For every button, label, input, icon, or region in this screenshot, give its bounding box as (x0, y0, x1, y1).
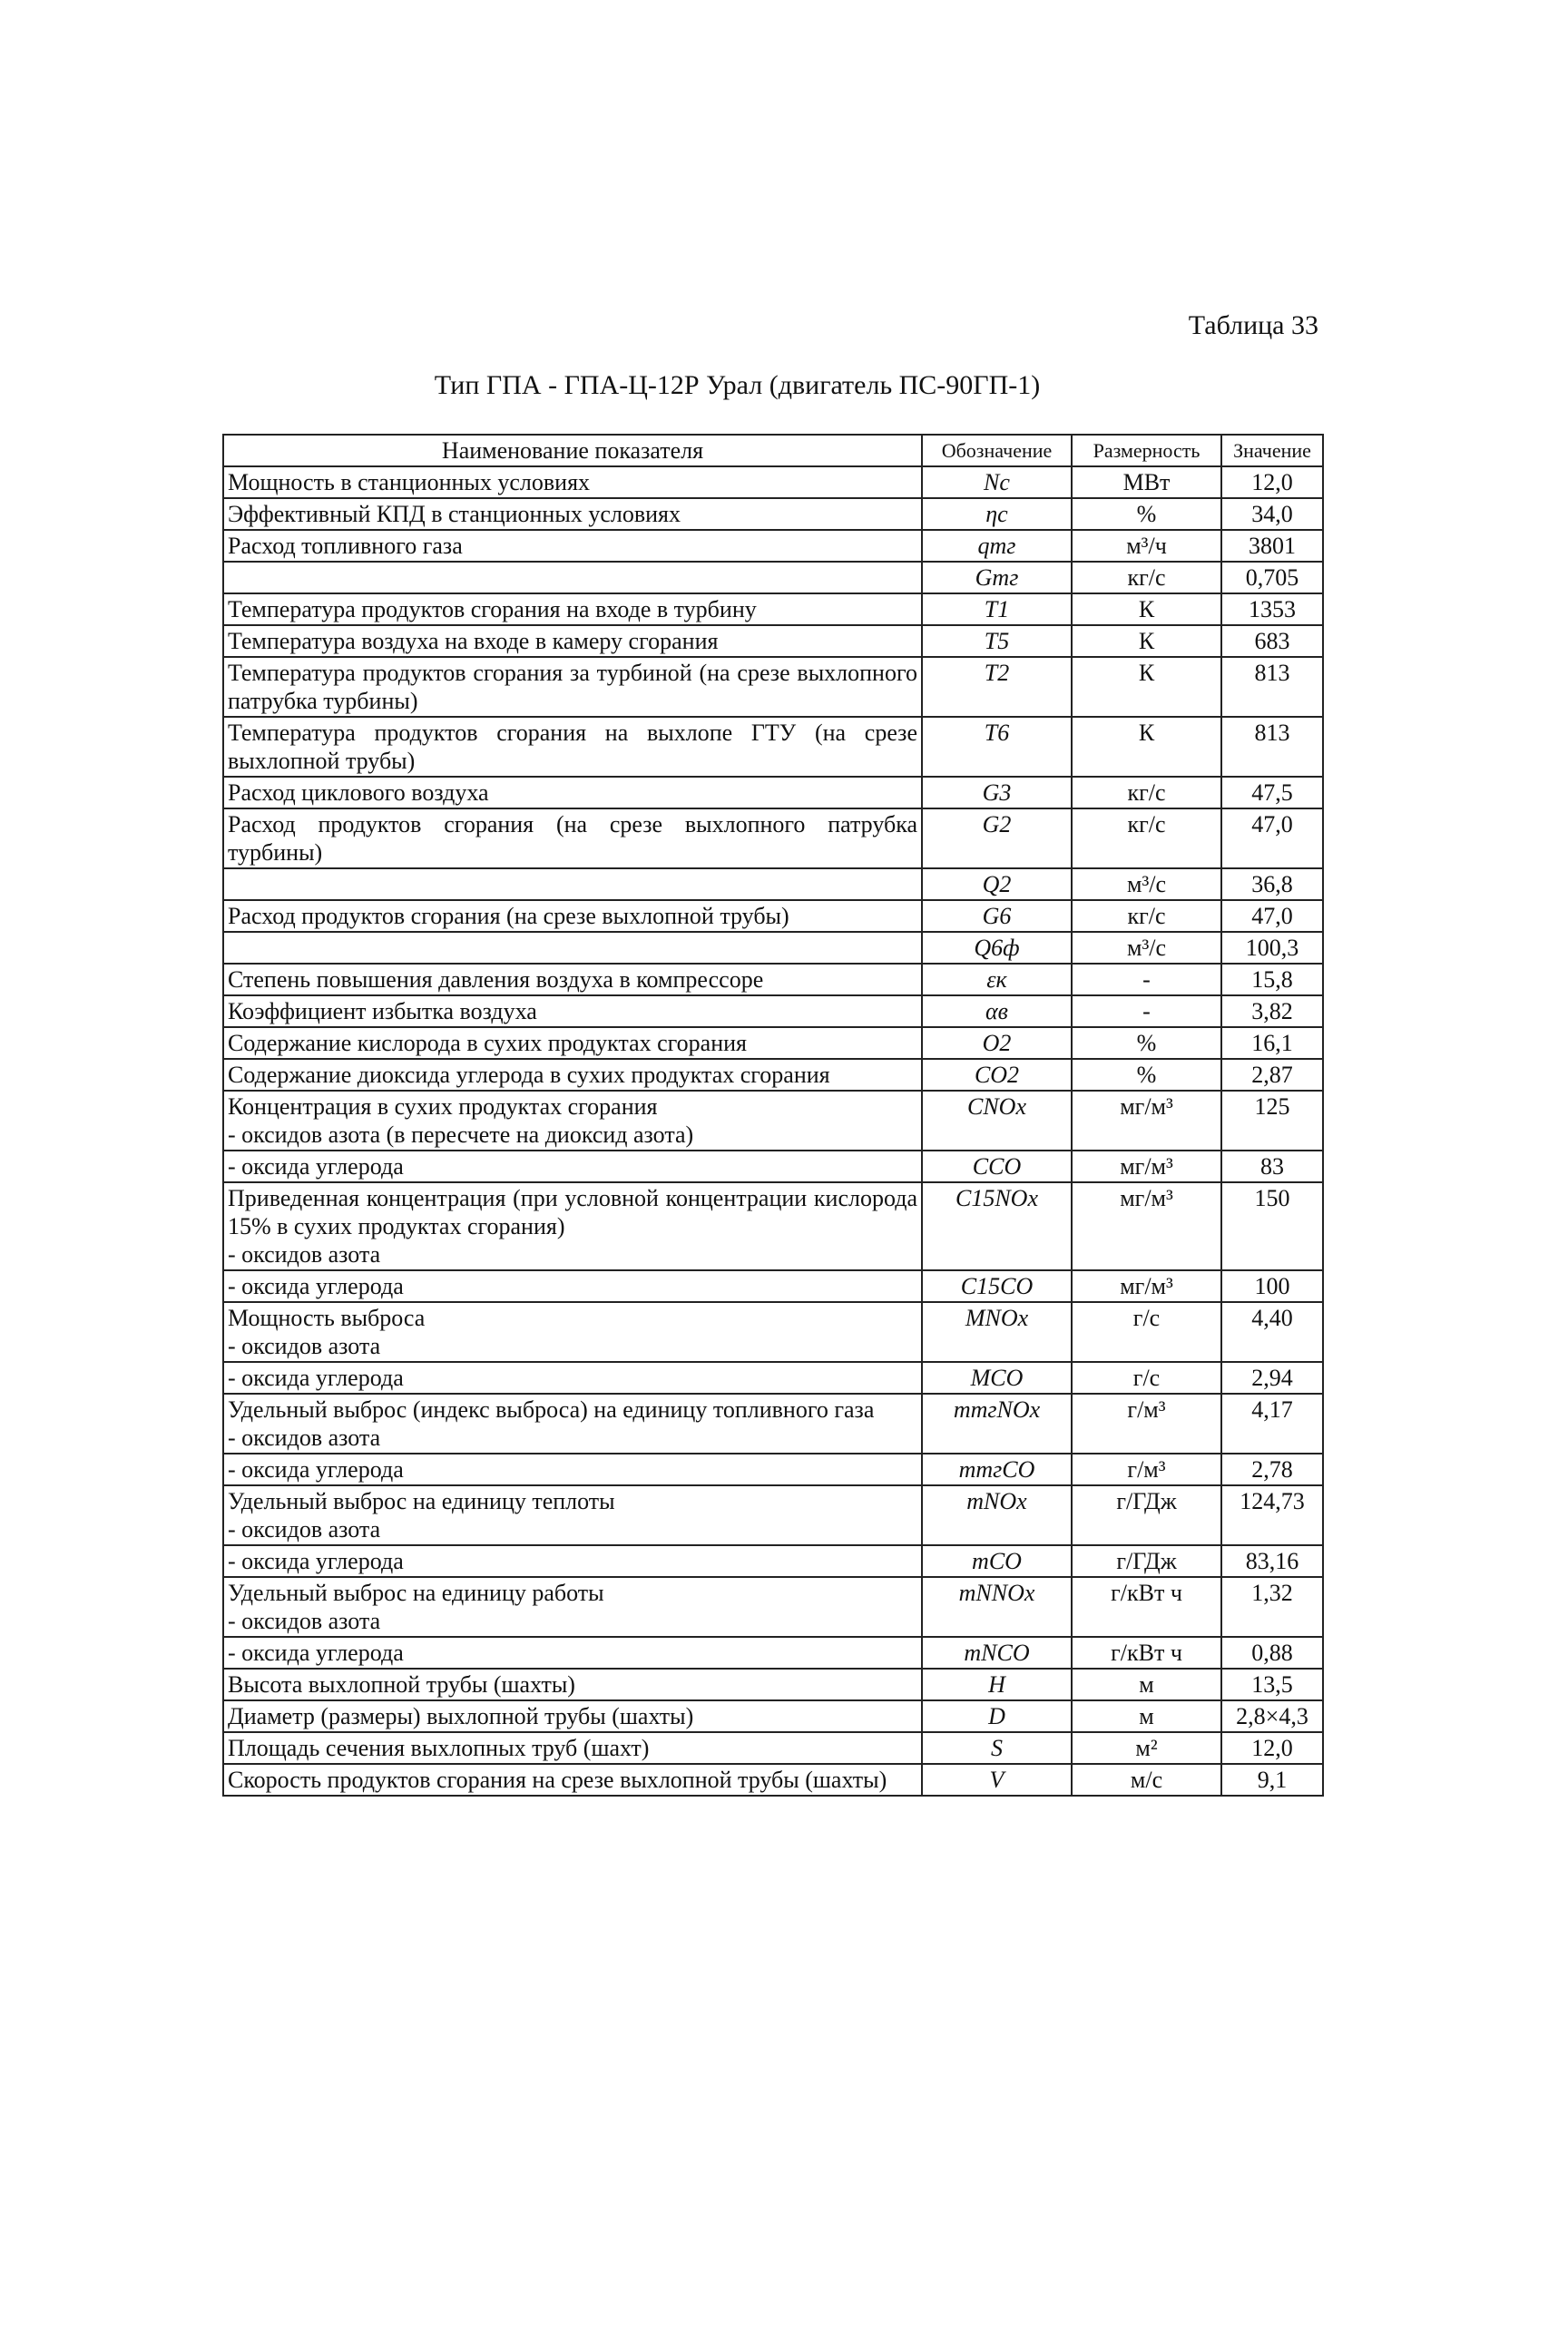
row-name: - оксида углерода (223, 1362, 922, 1394)
row-name: Расход топливного газа (223, 530, 922, 562)
row-symbol: T2 (922, 657, 1072, 717)
row-symbol: Gтг (922, 562, 1072, 593)
row-name-line: - оксидов азота (228, 1425, 381, 1451)
row-name (223, 932, 922, 964)
row-value: 125 (1221, 1091, 1323, 1151)
row-unit: К (1072, 625, 1221, 657)
row-unit: м² (1072, 1732, 1221, 1764)
row-symbol: Nс (922, 466, 1072, 498)
row-value: 47,0 (1221, 808, 1323, 868)
row-name-line: Концентрация в сухих продуктах сгорания (228, 1093, 658, 1120)
row-symbol: T6 (922, 717, 1072, 777)
row-name (223, 1302, 922, 1362)
row-name-line: - оксидов азота (в пересчете на диоксид азота) (228, 1121, 694, 1148)
table-row (223, 1732, 1323, 1764)
row-unit: мг/м³ (1072, 1270, 1221, 1302)
table-row (223, 1669, 1323, 1700)
row-unit: г/кВт ч (1072, 1577, 1221, 1637)
row-value: 4,40 (1221, 1302, 1323, 1362)
row-unit: г/с (1072, 1302, 1221, 1362)
row-name: Степень повышения давления воздуха в компрессоре (223, 964, 922, 995)
table-row (223, 1059, 1323, 1091)
row-name-line: - оксидов азота (228, 1241, 381, 1268)
row-value: 2,8×4,3 (1221, 1700, 1323, 1732)
row-unit: г/м³ (1072, 1394, 1221, 1454)
row-unit: - (1072, 995, 1221, 1027)
row-symbol: mтгCO (922, 1454, 1072, 1485)
row-unit: мг/м³ (1072, 1151, 1221, 1182)
row-name: Температура воздуха на входе в камеру сгорания (223, 625, 922, 657)
table-row (223, 868, 1323, 900)
row-symbol: qтг (922, 530, 1072, 562)
row-value: 813 (1221, 657, 1323, 717)
table-row (223, 1637, 1323, 1669)
table-row (223, 964, 1323, 995)
row-unit: - (1072, 964, 1221, 995)
header-value: Значение (1221, 435, 1323, 466)
row-value: 2,78 (1221, 1454, 1323, 1485)
row-unit: г/м³ (1072, 1454, 1221, 1485)
row-value: 4,17 (1221, 1394, 1323, 1454)
row-symbol: G6 (922, 900, 1072, 932)
row-symbol: H (922, 1669, 1072, 1700)
row-value: 83 (1221, 1151, 1323, 1182)
row-name: Расход циклового воздуха (223, 777, 922, 808)
row-symbol: T1 (922, 593, 1072, 625)
row-symbol: G3 (922, 777, 1072, 808)
row-symbol: CO2 (922, 1059, 1072, 1091)
row-symbol: mNOx (922, 1485, 1072, 1545)
row-value: 47,5 (1221, 777, 1323, 808)
row-unit: кг/с (1072, 900, 1221, 932)
table-row (223, 530, 1323, 562)
row-value: 100,3 (1221, 932, 1323, 964)
row-name (223, 868, 922, 900)
row-name-line: Удельный выброс на единицу теплоты (228, 1488, 615, 1514)
row-value: 2,87 (1221, 1059, 1323, 1091)
row-symbol: αв (922, 995, 1072, 1027)
row-name: - оксида углерода (223, 1151, 922, 1182)
row-unit: м³/ч (1072, 530, 1221, 562)
table-row (223, 932, 1323, 964)
row-unit: м (1072, 1700, 1221, 1732)
row-symbol: C15NOx (922, 1182, 1072, 1270)
row-value: 12,0 (1221, 1732, 1323, 1764)
header-name: Наименование показателя (223, 435, 922, 466)
row-symbol: mCO (922, 1545, 1072, 1577)
row-name (223, 562, 922, 593)
row-unit: К (1072, 593, 1221, 625)
row-value: 124,73 (1221, 1485, 1323, 1545)
row-name: Мощность в станционных условиях (223, 466, 922, 498)
row-value: 0,705 (1221, 562, 1323, 593)
row-symbol: Q2 (922, 868, 1072, 900)
row-symbol: T5 (922, 625, 1072, 657)
header-symbol: Обозначение (922, 435, 1072, 466)
table-row (223, 498, 1323, 530)
row-unit: кг/с (1072, 562, 1221, 593)
row-name: Скорость продуктов сгорания на срезе выхлопной трубы (шахты) (223, 1764, 922, 1796)
row-symbol: D (922, 1700, 1072, 1732)
row-symbol: MNOx (922, 1302, 1072, 1362)
row-unit: кг/с (1072, 808, 1221, 868)
row-name: Температура продуктов сгорания за турбиной (на срезе выхлопного патрубка турбины) (223, 657, 922, 717)
row-name: Содержание диоксида углерода в сухих продуктах сгорания (223, 1059, 922, 1091)
row-name-line: Удельный выброс (индекс выброса) на единицу топливного газа (228, 1396, 875, 1423)
row-value: 47,0 (1221, 900, 1323, 932)
table-row (223, 1545, 1323, 1577)
row-unit: м (1072, 1669, 1221, 1700)
row-name: Расход продуктов сгорания (на срезе выхлопного патрубка турбины) (223, 808, 922, 868)
header-unit: Размерность (1072, 435, 1221, 466)
row-name: - оксида углерода (223, 1270, 922, 1302)
row-name: Коэффициент избытка воздуха (223, 995, 922, 1027)
row-value: 2,94 (1221, 1362, 1323, 1394)
row-name-line: Удельный выброс на единицу работы (228, 1580, 604, 1606)
table-row (223, 1764, 1323, 1796)
table-row (223, 1302, 1323, 1362)
row-name (223, 1182, 922, 1270)
row-name-line: Мощность выброса (228, 1305, 426, 1331)
row-value: 83,16 (1221, 1545, 1323, 1577)
row-unit: г/ГДж (1072, 1485, 1221, 1545)
row-unit: м³/с (1072, 868, 1221, 900)
row-symbol: mNCO (922, 1637, 1072, 1669)
row-unit: г/ГДж (1072, 1545, 1221, 1577)
row-name: - оксида углерода (223, 1637, 922, 1669)
row-value: 0,88 (1221, 1637, 1323, 1669)
table-body (223, 466, 1323, 1796)
row-unit: м³/с (1072, 932, 1221, 964)
row-unit: % (1072, 498, 1221, 530)
row-symbol: S (922, 1732, 1072, 1764)
table-row (223, 1700, 1323, 1732)
table-row (223, 466, 1323, 498)
row-value: 34,0 (1221, 498, 1323, 530)
row-symbol: CNOx (922, 1091, 1072, 1151)
row-name-line: - оксидов азота (228, 1516, 381, 1543)
row-value: 1,32 (1221, 1577, 1323, 1637)
table-row (223, 593, 1323, 625)
table-row (223, 1454, 1323, 1485)
row-symbol: MCO (922, 1362, 1072, 1394)
row-symbol: εк (922, 964, 1072, 995)
row-value: 683 (1221, 625, 1323, 657)
table-row (223, 808, 1323, 868)
row-unit: мг/м³ (1072, 1091, 1221, 1151)
row-name (223, 1577, 922, 1637)
row-value: 150 (1221, 1182, 1323, 1270)
table-row (223, 1485, 1323, 1545)
table-row (223, 717, 1323, 777)
row-unit: К (1072, 657, 1221, 717)
row-name: Температура продуктов сгорания на выхлопе ГТУ (на срезе выхлопной трубы) (223, 717, 922, 777)
row-name: Площадь сечения выхлопных труб (шахт) (223, 1732, 922, 1764)
row-symbol: mтгNOx (922, 1394, 1072, 1454)
table-row (223, 1151, 1323, 1182)
row-symbol: V (922, 1764, 1072, 1796)
row-symbol: mNNOx (922, 1577, 1072, 1637)
row-name: Высота выхлопной трубы (шахты) (223, 1669, 922, 1700)
row-value: 16,1 (1221, 1027, 1323, 1059)
table-row (223, 1091, 1323, 1151)
table-row (223, 1394, 1323, 1454)
row-name-line: Приведенная концентрация (при условной концентрации кислорода 15% в сухих продуктах сгорания) (228, 1185, 917, 1239)
row-name: Диаметр (размеры) выхлопной трубы (шахты) (223, 1700, 922, 1732)
row-name (223, 1394, 922, 1454)
row-value: 13,5 (1221, 1669, 1323, 1700)
table-row (223, 562, 1323, 593)
row-value: 12,0 (1221, 466, 1323, 498)
row-unit: % (1072, 1059, 1221, 1091)
row-symbol: O2 (922, 1027, 1072, 1059)
row-unit: г/кВт ч (1072, 1637, 1221, 1669)
row-unit: г/с (1072, 1362, 1221, 1394)
table-number: Таблица 33 (1188, 310, 1318, 340)
row-unit: МВт (1072, 466, 1221, 498)
row-name: Эффективный КПД в станционных условиях (223, 498, 922, 530)
table-row (223, 1270, 1323, 1302)
row-value: 36,8 (1221, 868, 1323, 900)
row-symbol: C15CO (922, 1270, 1072, 1302)
row-unit: кг/с (1072, 777, 1221, 808)
row-symbol: ηс (922, 498, 1072, 530)
table-row (223, 777, 1323, 808)
row-symbol: CCO (922, 1151, 1072, 1182)
table-row (223, 1577, 1323, 1637)
table-row (223, 900, 1323, 932)
row-name (223, 1485, 922, 1545)
row-value: 1353 (1221, 593, 1323, 625)
row-value: 15,8 (1221, 964, 1323, 995)
row-unit: % (1072, 1027, 1221, 1059)
row-name: Температура продуктов сгорания на входе в турбину (223, 593, 922, 625)
table-row (223, 1362, 1323, 1394)
row-unit: К (1072, 717, 1221, 777)
row-name: - оксида углерода (223, 1545, 922, 1577)
table-row (223, 995, 1323, 1027)
row-unit: м/с (1072, 1764, 1221, 1796)
table-row (223, 1027, 1323, 1059)
row-value: 3,82 (1221, 995, 1323, 1027)
row-name (223, 1091, 922, 1151)
parameters-table (222, 434, 1324, 1797)
row-value: 100 (1221, 1270, 1323, 1302)
row-name: - оксида углерода (223, 1454, 922, 1485)
row-name: Расход продуктов сгорания (на срезе выхлопной трубы) (223, 900, 922, 932)
row-value: 9,1 (1221, 1764, 1323, 1796)
table-row (223, 657, 1323, 717)
table-row (223, 1182, 1323, 1270)
table-row (223, 625, 1323, 657)
row-symbol: G2 (922, 808, 1072, 868)
row-value: 3801 (1221, 530, 1323, 562)
row-name: Содержание кислорода в сухих продуктах сгорания (223, 1027, 922, 1059)
row-name-line: - оксидов азота (228, 1608, 381, 1634)
table-header-row (223, 435, 1323, 466)
row-value: 813 (1221, 717, 1323, 777)
row-symbol: Q6ф (922, 932, 1072, 964)
row-name-line: - оксидов азота (228, 1333, 381, 1359)
page-title: Тип ГПА - ГПА-Ц-12Р Урал (двигатель ПС-90ГП-1) (434, 370, 1041, 400)
row-unit: мг/м³ (1072, 1182, 1221, 1270)
